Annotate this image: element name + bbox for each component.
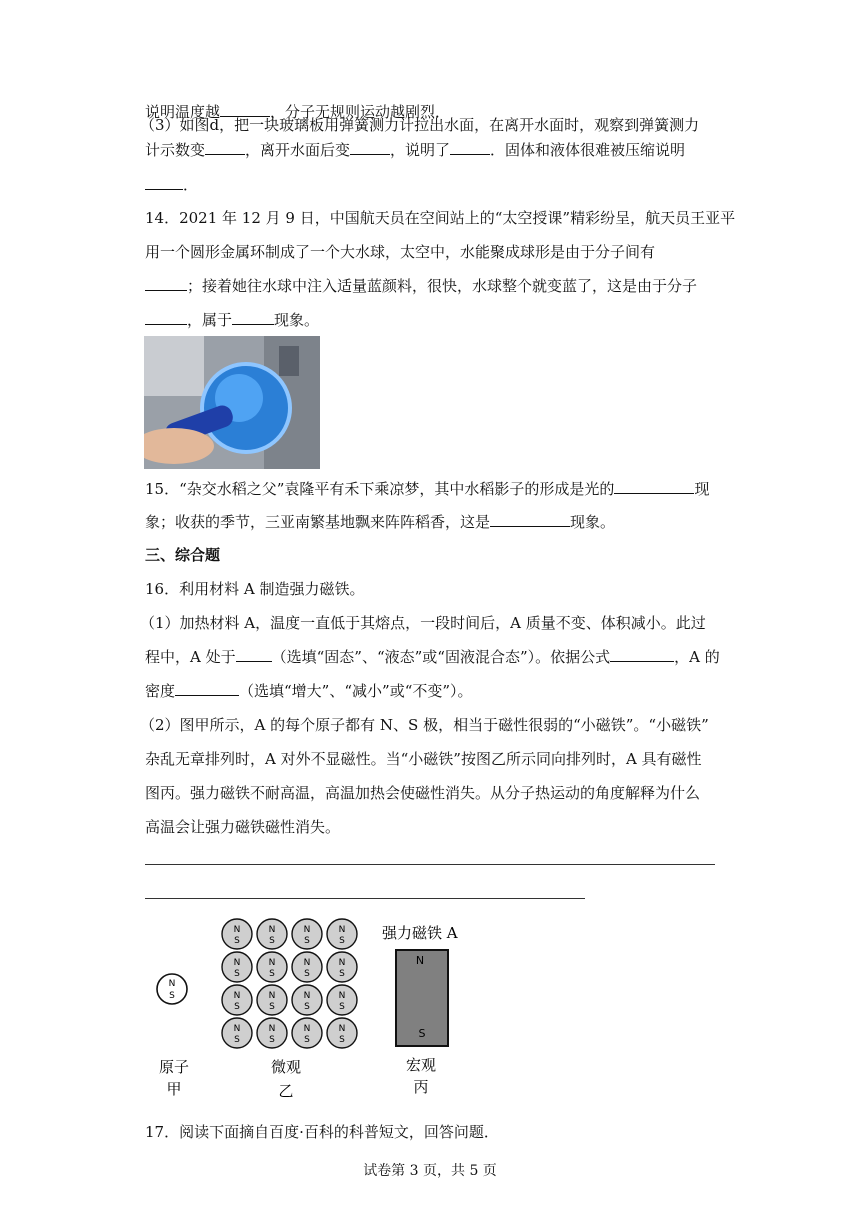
q16-p2-line1: （2）图甲所示，A 的每个原子都有 N、S 极，相当于磁性很弱的“小磁铁”。“小磁铁” [140,716,709,734]
atom-s-label: S [269,1035,275,1045]
label-yi-1: 微观 [270,1058,302,1076]
atom-s-label: S [269,936,275,946]
answer-line [145,864,715,865]
atom-s-label: S [304,936,310,946]
label-jia-1: 原子 [158,1058,190,1076]
label-jia-2: 甲 [166,1080,182,1098]
section-heading: 三、综合题 [145,546,221,564]
atom-n-label: N [303,958,311,968]
q16-title: 16．利用材料 A 制造强力磁铁。 [145,580,365,598]
atom-n-label: N [268,925,276,935]
atom-s-label: S [234,936,240,946]
svg-text:N: N [168,979,176,989]
label-bing-1: 宏观 [405,1056,437,1074]
atom-n-label: N [338,1024,346,1034]
atom-n-label: N [338,958,346,968]
q13-line1: 说明温度越 ，分子无规则运动越剧烈． [145,103,451,121]
atom-jia [157,974,187,1004]
atom-n-label: N [303,925,311,935]
magnet-n-label: N [415,954,425,967]
label-bing-2: 丙 [413,1078,429,1096]
q16-p1-line2: 程中，A 处于 （选填“固态”、“液态”或“固液混合态”）。依据公式 ，A 的 [145,648,720,666]
atom-n-label: N [303,1024,311,1034]
q13-line4: ． [145,175,198,195]
atom-s-label: S [304,1035,310,1045]
water-ball-photo [144,336,320,469]
q16-p2-line2: 杂乱无章排列时，A 对外不显磁性。当“小磁铁”按图乙所示同向排列时，A 具有磁性 [145,750,702,768]
q17-line: 17．阅读下面摘自百度·百科的科普短文，回答问题． [145,1123,499,1141]
blank [610,647,674,662]
q16-p2-line4: 高温会让强力磁铁磁性消失。 [145,818,341,836]
atom-n-label: N [233,991,241,1001]
atom-s-label: S [339,969,345,979]
q14-line1: 14．2021 年 12 月 9 日，中国航天员在空间站上的“太空授课”精彩纷呈，航天员王亚平 [145,209,736,227]
atom-s-label: S [339,936,345,946]
q16-p1-line3: 密度 （选填“增大”、“减小”或“不变”）。 [145,682,473,700]
q15-line2: 象；收获的季节，三亚南繁基地飘来阵阵稻香，这是 现象。 [145,513,616,531]
atom-s-label: S [304,1002,310,1012]
answer-line [145,898,585,899]
atom-s-label: S [269,1002,275,1012]
atom-s-label: S [304,969,310,979]
blank [236,647,272,662]
blank [450,140,490,155]
atom-n-label: N [233,1024,241,1034]
blank [205,140,245,155]
atom-s-label: S [234,1002,240,1012]
q16-p2-line3: 图丙。强力磁铁不耐高温，高温加热会使磁性消失。从分子热运动的角度解释为什么 [145,784,701,802]
q14-line2: 用一个圆形金属环制成了一个大水球，太空中，水能聚成球形是由于分子间有 [145,243,656,261]
blank [350,140,390,155]
q13-line3: 计示数变 ，离开水面后变 ，说明了 ．固体和液体很难被压缩说明 [145,141,686,159]
atom-n-label: N [233,958,241,968]
blank [232,310,274,325]
label-yi-2: 乙 [278,1082,294,1100]
q15-line1: 15．“杂交水稻之父”袁隆平有禾下乘凉梦，其中水稻影子的形成是光的 现 [145,480,710,498]
atom-n-label: N [268,1024,276,1034]
atom-n-label: N [338,925,346,935]
blank [145,276,187,291]
atom-s-label: S [234,1035,240,1045]
q14-line4: ，属于 现象。 [145,310,319,330]
magnet-figure [150,910,490,1105]
atom-s-label: S [339,1035,345,1045]
q14-line3: ；接着她往水球中注入适量蓝颜料，很快，水球整个就变蓝了，这是由于分子 [145,276,697,296]
magnet-title: 强力磁铁 A [382,924,458,942]
atom-s-label: S [269,969,275,979]
atom-n-label: N [268,958,276,968]
atom-grid-yi [222,919,357,1048]
page-footer: 试卷第 3 页，共 5 页 [363,1163,497,1179]
q16-p1-line1: （1）加热材料 A，温度一直低于其熔点，一段时间后，A 质量不变、体积减小。此过 [140,614,706,632]
magnet-s-label: S [418,1027,426,1040]
water-ball-illustration [144,336,320,469]
q13-line2: （3）如图d，把一块玻璃板用弹簧测力计拉出水面，在离开水面时，观察到弹簧测力 [140,116,700,134]
blank [614,479,694,494]
atom-n-label: N [303,991,311,1001]
atom-s-label: S [339,1002,345,1012]
atom-n-label: N [268,991,276,1001]
svg-text:S: S [169,991,175,1001]
blank [145,310,187,325]
atom-n-label: N [233,925,241,935]
blank [490,512,570,527]
atom-n-label: N [338,991,346,1001]
blank [145,175,183,190]
blank [175,681,239,696]
atom-s-label: S [234,969,240,979]
